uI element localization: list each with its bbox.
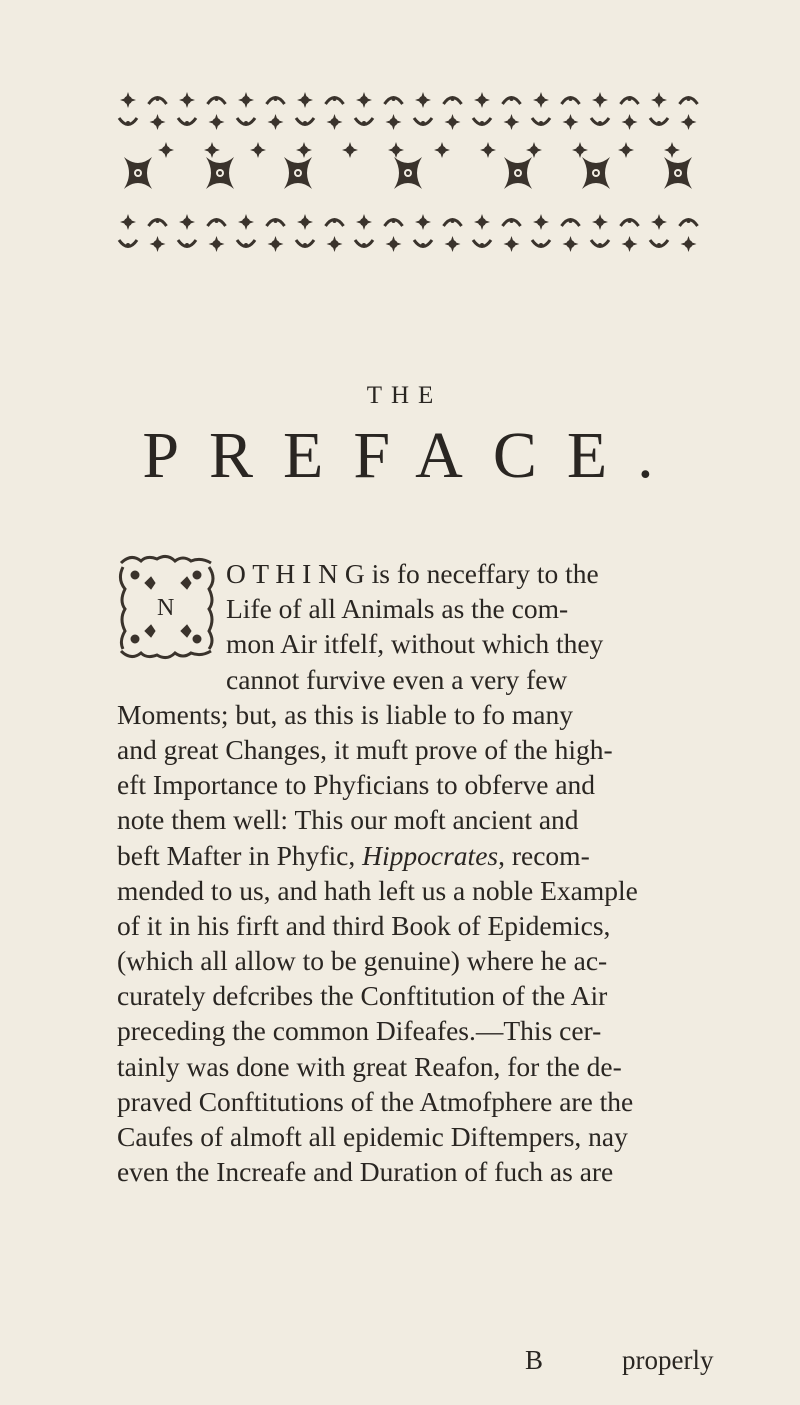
page-footer xyxy=(0,1345,800,1381)
body-line: Caufes of almoft all epidemic Diftempers, nay xyxy=(117,1121,628,1152)
drop-initial-letter: N xyxy=(157,595,175,621)
body-line: mon Air itfelf, without which they xyxy=(226,628,604,660)
preface-body xyxy=(117,556,717,1189)
body-line: tainly was done with great Reafon, for the de- xyxy=(117,1050,622,1082)
body-line: and great Changes, it muft prove of the high- xyxy=(117,733,613,765)
body-line: preceding the common Difeafes.—This cer- xyxy=(117,1015,602,1047)
body-line: Moments; but, as this is liable to fo many xyxy=(117,698,574,730)
body-line: of it in his firft and third Book of Epidemics, xyxy=(117,909,611,941)
body-line: even the Increafe and Duration of fuch as are xyxy=(117,1156,614,1188)
body-line: Life of all Animals as the com- xyxy=(226,593,569,625)
page-title: PREFACE. xyxy=(142,419,684,492)
body-line: note them well: This our moft ancient and xyxy=(117,804,579,836)
body-line: O T H I N G is fo neceffary to the xyxy=(226,558,599,589)
body-line: beft Mafter in Phyfic, Hippocrates, recom- xyxy=(117,839,590,871)
preface-kicker: THE xyxy=(366,382,443,409)
body-line: mended to us, and hath left us a noble Example xyxy=(117,874,638,906)
printers-flower-headpiece-icon xyxy=(108,88,708,258)
body-line: eft Importance to Phyficians to obferve and xyxy=(117,769,596,801)
body-line: (which all allow to be genuine) where he ac- xyxy=(117,945,608,977)
signature-mark: B xyxy=(525,1345,544,1375)
italic-name: Hippocrates xyxy=(362,839,499,871)
body-line: curately defcribes the Conftitution of the Air xyxy=(117,980,608,1012)
body-line: cannot furvive even a very few xyxy=(226,663,568,695)
body-line: praved Conftitutions of the Atmofphere are the xyxy=(117,1085,634,1117)
catchword: properly xyxy=(622,1345,714,1375)
